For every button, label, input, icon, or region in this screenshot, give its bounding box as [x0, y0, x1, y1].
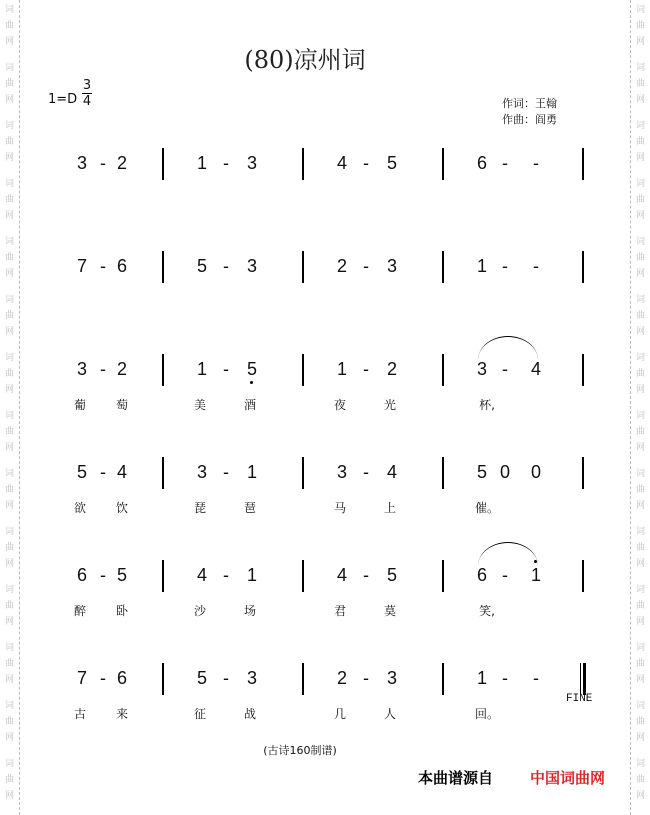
watermark-char: 网 [635, 559, 645, 569]
sustain-dash: - [223, 668, 229, 688]
watermark-char: 曲 [635, 427, 645, 437]
note: 7 [76, 668, 87, 688]
watermark-char: 词 [4, 759, 14, 769]
watermark-char: 曲 [4, 253, 14, 263]
lyric-char: 君 [333, 604, 346, 618]
sustain-dash: - [100, 359, 106, 379]
lyric-char: 回。 [474, 707, 499, 721]
watermark-char: 曲 [635, 369, 645, 379]
note: 0 [499, 462, 510, 482]
sustain-dash: - [363, 462, 369, 482]
octave-dot-low [250, 381, 253, 384]
lyric-char: 来 [115, 707, 128, 721]
lyric-char: 卧 [115, 604, 128, 618]
watermark-char: 网 [4, 443, 14, 453]
score-row [0, 457, 650, 527]
barline [162, 148, 164, 180]
slur-arc [478, 336, 538, 360]
barline [442, 251, 444, 283]
barline [162, 560, 164, 592]
watermark-char: 词 [4, 179, 14, 189]
note: 7 [76, 256, 87, 276]
sustain-dash: - [502, 153, 508, 173]
watermark-char: 词 [635, 585, 645, 595]
note: 1 [196, 359, 207, 379]
watermark-char: 词 [635, 353, 645, 363]
note: 1 [476, 256, 487, 276]
sustain-dash: - [363, 359, 369, 379]
lyric-char: 葡 [73, 398, 86, 412]
note: 2 [386, 359, 397, 379]
watermark-char: 曲 [4, 369, 14, 379]
watermark-char: 曲 [635, 717, 645, 727]
barline [302, 251, 304, 283]
note: 3 [76, 153, 87, 173]
watermark-char: 网 [4, 269, 14, 279]
watermark-char: 曲 [635, 485, 645, 495]
lyric-char: 催。 [474, 501, 499, 515]
watermark-char: 曲 [4, 659, 14, 669]
time-signature [81, 79, 93, 108]
lyric-char: 征 [193, 707, 206, 721]
watermark-char: 网 [635, 37, 645, 47]
lyric-char: 人 [383, 707, 396, 721]
sustain-dash: - [223, 462, 229, 482]
note: 3 [386, 256, 397, 276]
note: 0 [530, 462, 541, 482]
watermark-char: 曲 [635, 311, 645, 321]
watermark-char: 网 [635, 95, 645, 105]
watermark-char: 曲 [635, 601, 645, 611]
barline [442, 457, 444, 489]
watermark-char: 词 [4, 701, 14, 711]
lyric-char: 战 [243, 707, 256, 721]
watermark-char: 网 [635, 617, 645, 627]
sustain-dash: - [502, 668, 508, 688]
note: 4 [530, 359, 541, 379]
score-row [0, 560, 650, 630]
sustain-dash: - [363, 668, 369, 688]
watermark-char: 词 [4, 585, 14, 595]
site-name-link[interactable]: 中国词曲网 [530, 769, 606, 787]
note: 5 [116, 565, 127, 585]
watermark-char: 网 [635, 269, 645, 279]
lyric-char: 杯, [479, 398, 495, 412]
watermark-char: 词 [4, 411, 14, 421]
watermark-char: 词 [635, 759, 645, 769]
watermark-char: 网 [4, 733, 14, 743]
note: 2 [116, 153, 127, 173]
note: 5 [196, 668, 207, 688]
note: 3 [476, 359, 487, 379]
footer-note: (古诗160制谱) [263, 744, 337, 757]
watermark-char: 曲 [635, 543, 645, 553]
score-row [0, 663, 650, 733]
watermark-char: 网 [635, 791, 645, 801]
watermark-char: 网 [4, 617, 14, 627]
barline [442, 663, 444, 695]
fine-mark: FINE [566, 693, 593, 705]
lyric-char: 场 [243, 604, 256, 618]
note: 6 [76, 565, 87, 585]
note: 6 [476, 565, 487, 585]
watermark-char: 词 [4, 469, 14, 479]
watermark-char: 网 [4, 211, 14, 221]
watermark-char: 词 [4, 527, 14, 537]
barline [582, 148, 584, 180]
sustain-dash: - [100, 462, 106, 482]
watermark-char: 词 [635, 527, 645, 537]
watermark-char: 曲 [635, 79, 645, 89]
barline [302, 663, 304, 695]
note: 2 [336, 256, 347, 276]
watermark-char: 词 [4, 63, 14, 73]
sustain-dash: - [223, 153, 229, 173]
time-sig-bottom: 4 [82, 94, 92, 109]
slur-arc [478, 542, 538, 566]
watermark-char: 网 [4, 153, 14, 163]
watermark-char: 曲 [4, 195, 14, 205]
score-row [0, 251, 650, 321]
note: 4 [116, 462, 127, 482]
watermark-char: 词 [635, 701, 645, 711]
watermark-char: 网 [4, 37, 14, 47]
watermark-char: 网 [4, 327, 14, 337]
watermark-group [636, 2, 645, 50]
watermark-char: 词 [4, 121, 14, 131]
watermark-char: 词 [4, 5, 14, 15]
note: 5 [76, 462, 87, 482]
note: 1 [246, 462, 257, 482]
note: 2 [336, 668, 347, 688]
watermark-char: 词 [4, 643, 14, 653]
sustain-dash: - [223, 256, 229, 276]
barline [582, 251, 584, 283]
note: 3 [246, 668, 257, 688]
key-label: 1=D [48, 92, 78, 107]
barline [302, 457, 304, 489]
note: 4 [386, 462, 397, 482]
note: 1 [336, 359, 347, 379]
lyric-char: 上 [383, 501, 396, 515]
note: 3 [246, 153, 257, 173]
lyric-char: 萄 [115, 398, 128, 412]
source-label: 本曲谱源自 [418, 769, 494, 787]
watermark-char: 网 [635, 211, 645, 221]
note: 6 [476, 153, 487, 173]
lyric-char: 夜 [333, 398, 346, 412]
watermark-char: 曲 [4, 543, 14, 553]
watermark-char: 网 [4, 501, 14, 511]
note: 6 [116, 668, 127, 688]
note: 5 [240, 358, 264, 380]
sustain-dash: - [533, 153, 539, 173]
note: 1 [246, 565, 257, 585]
watermark-char: 网 [635, 327, 645, 337]
watermark-char: 网 [635, 501, 645, 511]
note: 6 [116, 256, 127, 276]
lyric-char: 美 [193, 398, 206, 412]
final-barline [580, 663, 587, 695]
note: 5 [476, 462, 487, 482]
watermark-group [636, 60, 645, 108]
note: 4 [336, 153, 347, 173]
watermark-char: 曲 [635, 775, 645, 785]
watermark-char: 词 [635, 237, 645, 247]
note: 2 [116, 359, 127, 379]
barline [302, 560, 304, 592]
sustain-dash: - [223, 565, 229, 585]
note: 5 [196, 256, 207, 276]
sustain-dash: - [100, 668, 106, 688]
note: 3 [76, 359, 87, 379]
barline [162, 251, 164, 283]
time-sig-top: 3 [82, 78, 92, 93]
sustain-dash: - [363, 565, 369, 585]
watermark-group [5, 756, 14, 804]
lyricist-credit: 作词：王翰 [502, 97, 557, 110]
lyric-char: 马 [333, 501, 346, 515]
note: 5 [386, 565, 397, 585]
note: 3 [336, 462, 347, 482]
sustain-dash: - [223, 359, 229, 379]
watermark-char: 曲 [4, 485, 14, 495]
watermark-char: 曲 [635, 659, 645, 669]
lyric-char: 沙 [193, 604, 206, 618]
watermark-char: 网 [4, 385, 14, 395]
note: 3 [386, 668, 397, 688]
barline [162, 663, 164, 695]
sustain-dash: - [100, 256, 106, 276]
watermark-char: 网 [635, 385, 645, 395]
watermark-char: 曲 [4, 79, 14, 89]
watermark-char: 网 [635, 675, 645, 685]
score-row [0, 148, 650, 218]
watermark-char: 曲 [4, 137, 14, 147]
watermark-char: 曲 [4, 601, 14, 611]
note: 4 [336, 565, 347, 585]
lyric-char: 欲 [73, 501, 86, 515]
watermark-char: 网 [4, 791, 14, 801]
watermark-char: 网 [4, 95, 14, 105]
watermark-char: 曲 [635, 137, 645, 147]
note: 3 [246, 256, 257, 276]
watermark-char: 曲 [4, 775, 14, 785]
watermark-char: 曲 [635, 195, 645, 205]
watermark-char: 曲 [635, 21, 645, 31]
lyric-char: 琵 [193, 501, 206, 515]
barline [582, 354, 584, 386]
lyric-char: 古 [73, 707, 86, 721]
watermark-char: 词 [635, 411, 645, 421]
watermark-char: 词 [635, 295, 645, 305]
barline [162, 457, 164, 489]
sustain-dash: - [533, 256, 539, 276]
watermark-char: 曲 [4, 717, 14, 727]
watermark-char: 词 [4, 353, 14, 363]
final-barline-thin [580, 663, 581, 695]
barline [582, 560, 584, 592]
watermark-char: 词 [635, 179, 645, 189]
note: 1 [524, 564, 548, 586]
barline [442, 560, 444, 592]
watermark-char: 曲 [635, 253, 645, 263]
note: 1 [476, 668, 487, 688]
lyric-char: 光 [383, 398, 396, 412]
barline [162, 354, 164, 386]
lyric-char: 醉 [73, 604, 86, 618]
lyric-char: 笑, [479, 604, 495, 618]
lyric-char: 饮 [115, 501, 128, 515]
note: 1 [196, 153, 207, 173]
sustain-dash: - [502, 256, 508, 276]
sustain-dash: - [100, 565, 106, 585]
final-barline-thick [583, 663, 586, 695]
sustain-dash: - [100, 153, 106, 173]
score-row [0, 354, 650, 424]
barline [302, 148, 304, 180]
credits [502, 96, 557, 128]
watermark-char: 网 [4, 559, 14, 569]
watermark-char: 词 [635, 469, 645, 479]
lyric-char: 莫 [383, 604, 396, 618]
watermark-char: 词 [635, 5, 645, 15]
watermark-group [636, 756, 645, 804]
watermark-char: 网 [635, 153, 645, 163]
barline [582, 457, 584, 489]
lyric-char: 几 [333, 707, 346, 721]
note: 3 [196, 462, 207, 482]
barline [442, 354, 444, 386]
watermark-char: 词 [635, 643, 645, 653]
composer-credit: 作曲：阎勇 [502, 113, 557, 126]
sustain-dash: - [502, 359, 508, 379]
sustain-dash: - [363, 256, 369, 276]
barline [442, 148, 444, 180]
watermark-char: 曲 [4, 427, 14, 437]
watermark-char: 词 [635, 121, 645, 131]
watermark-char: 曲 [4, 21, 14, 31]
watermark-char: 词 [4, 295, 14, 305]
sustain-dash: - [502, 565, 508, 585]
watermark-char: 网 [4, 675, 14, 685]
watermark-char: 网 [635, 443, 645, 453]
sustain-dash: - [533, 668, 539, 688]
sustain-dash: - [363, 153, 369, 173]
barline [302, 354, 304, 386]
watermark-char: 词 [635, 63, 645, 73]
watermark-char: 曲 [4, 311, 14, 321]
note: 4 [196, 565, 207, 585]
note: 5 [386, 153, 397, 173]
watermark-char: 词 [4, 237, 14, 247]
lyric-char: 琶 [243, 501, 256, 515]
page-title: (80)凉州词 [244, 46, 366, 74]
watermark-char: 网 [635, 733, 645, 743]
lyric-char: 酒 [243, 398, 256, 412]
